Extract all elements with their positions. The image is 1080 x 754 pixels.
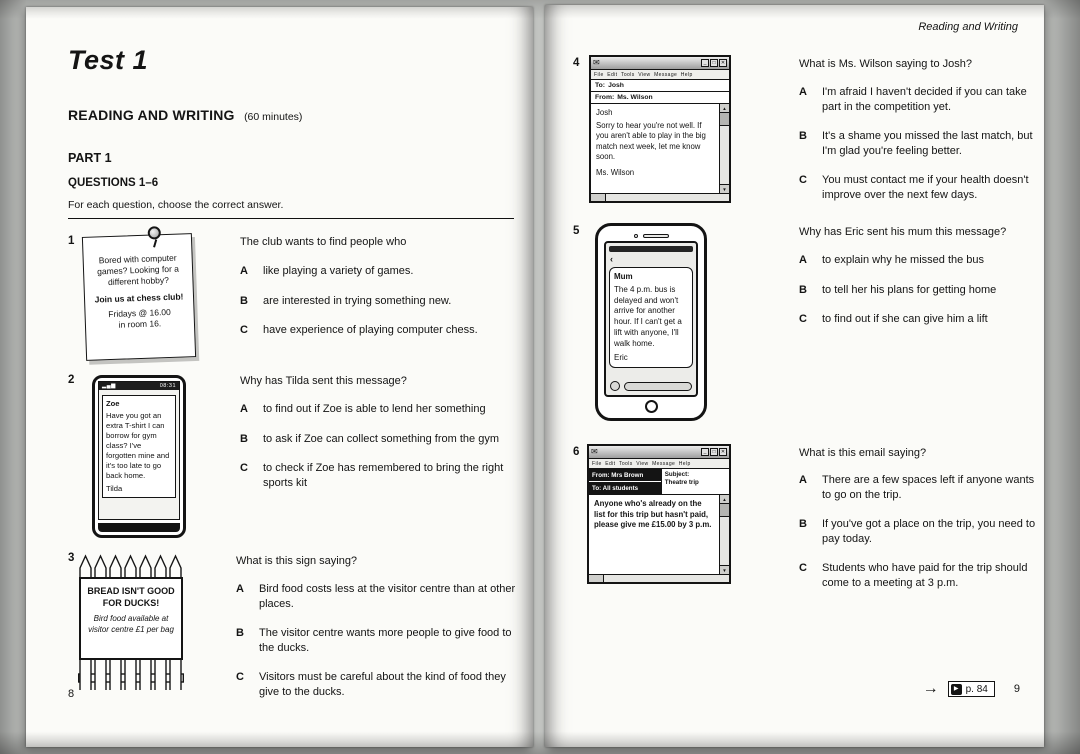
- option-c: [236, 670, 528, 699]
- email-header-fields: [589, 469, 729, 495]
- option-letter: C: [799, 562, 807, 575]
- option-text: You must contact me if your health doesn't improve over the next few days.: [822, 174, 1029, 201]
- scroll-down-icon: ▼: [720, 565, 729, 574]
- window-controls: [701, 59, 727, 67]
- vertical-scrollbar: [719, 104, 729, 193]
- divider-rule: [68, 218, 514, 219]
- question-4-number: 4: [573, 57, 580, 69]
- section-heading: [68, 107, 302, 125]
- option-text: If you've got a place on the trip, you need to pay today.: [822, 518, 1036, 545]
- option-a: [799, 253, 1037, 268]
- option-letter: C: [240, 324, 248, 337]
- option-text: to find out if she can give him a lift: [822, 313, 988, 326]
- close-button: ✕: [720, 60, 726, 66]
- envelope-icon: ✉: [591, 447, 598, 456]
- note-where-text: in room 16.: [118, 318, 162, 331]
- option-letter: C: [799, 313, 807, 326]
- scroll-thumb: [589, 575, 604, 582]
- question-2-options: [240, 402, 526, 490]
- option-b: [236, 626, 528, 655]
- option-text: Students who have paid for the trip should come to a meeting at 3 p.m.: [822, 562, 1028, 589]
- question-4-prompt: What is Ms. Wilson saying to Josh?: [799, 58, 973, 70]
- email-greeting: Josh: [596, 108, 613, 117]
- option-text: to tell her his plans for getting home: [822, 283, 997, 296]
- option-text: like playing a variety of games.: [263, 265, 414, 277]
- page-ref-box: [948, 681, 995, 697]
- email-menu-bar: File Edit Tools View Message Help: [589, 459, 729, 469]
- option-letter: A: [799, 86, 807, 98]
- phone-status-bar: [609, 246, 693, 252]
- phone-earpiece: [604, 230, 698, 241]
- email-body: [591, 104, 719, 193]
- option-letter: A: [236, 583, 244, 595]
- option-text: There are a few spaces left if anyone wants to go on the trip.: [822, 474, 1035, 501]
- option-c: [799, 312, 1037, 327]
- option-text: to ask if Zoe can collect something from the gym: [263, 432, 499, 445]
- from-field: [591, 91, 729, 103]
- email-menu-bar: File Edit Tools View Message Help: [591, 70, 729, 80]
- question-6-prompt: What is this email saying?: [799, 447, 927, 459]
- section-duration: (60 minutes): [244, 111, 303, 123]
- option-a: [240, 402, 526, 417]
- ref-glyph-icon: ▶: [953, 686, 959, 692]
- message-card: [609, 267, 693, 368]
- option-text: are interested in trying something new.: [263, 294, 452, 307]
- option-b: [799, 283, 1037, 298]
- phone-controls: [609, 379, 693, 392]
- option-letter: C: [799, 174, 807, 187]
- option-c: [240, 461, 526, 490]
- email-window-wilson: [589, 55, 731, 203]
- chess-club-note-illustration: [82, 233, 196, 361]
- page-ref-icon: [951, 684, 962, 695]
- vertical-scrollbar: [719, 495, 729, 574]
- option-text: It's a shame you missed the last match, but I'm glad you're feeling better.: [822, 130, 1033, 157]
- option-letter: B: [240, 294, 248, 307]
- section-heading-text: READING AND WRITING: [68, 107, 235, 123]
- subject-label: Subject:: [664, 470, 690, 478]
- option-text: Visitors must be careful about the kind of food they give to the ducks.: [259, 671, 506, 698]
- camera-icon: [634, 234, 638, 238]
- email-text: Sorry to hear you're not well. If you aren't able to play in the big match next week, let me know soon.: [596, 120, 706, 162]
- option-c: [240, 323, 530, 338]
- option-text: have experience of playing computer chess.: [263, 324, 478, 337]
- email-title-bar: [591, 57, 729, 70]
- maximize-button: □: [710, 59, 718, 67]
- message-body: The 4 p.m. bus is delayed and won't arrive for another hour. If I can't get a lift with anyone, I'll walk home.: [614, 284, 682, 348]
- question-3-options: [236, 582, 528, 699]
- minimize-button: _: [701, 448, 709, 456]
- option-c: [799, 173, 1037, 202]
- option-text: The visitor centre wants more people to give food to the ducks.: [259, 627, 512, 654]
- to-label: To:: [592, 484, 602, 492]
- window-controls: [701, 448, 727, 456]
- message-sender: Mum: [614, 272, 633, 281]
- page-number-left: 8: [68, 688, 75, 700]
- signal-icon: ▂▄▆: [102, 383, 116, 389]
- question-1-number: 1: [68, 235, 75, 247]
- message-card: [102, 395, 176, 498]
- envelope-icon: ✉: [593, 58, 600, 67]
- email-header-fields: [591, 80, 729, 104]
- to-field: [591, 80, 729, 91]
- scroll-up-icon: ▲: [720, 104, 729, 113]
- scroll-up-icon: ▲: [720, 495, 729, 504]
- footer-reference: [923, 681, 1020, 697]
- instruction-text: For each question, choose the correct answer.: [68, 199, 284, 211]
- scroll-thumb: [591, 194, 606, 201]
- note-intro-text: Bored with computer games? Looking for a different hobby?: [97, 252, 180, 287]
- from-label: From:: [595, 94, 615, 101]
- phone-bottom-bezel: [604, 397, 698, 416]
- close-button: ✕: [720, 449, 726, 455]
- message-signature: Tilda: [106, 484, 123, 494]
- message-body: Have you got an extra T-shirt I can borrow for gym class? I've forgotten mine and it's too late to go back home.: [106, 411, 170, 481]
- speaker-icon: [643, 234, 669, 238]
- email-main: [591, 104, 729, 193]
- option-letter: B: [799, 283, 807, 296]
- scroll-thumb: [720, 504, 729, 517]
- sign-headline: BREAD ISN'T GOOD FOR DUCKS!: [87, 586, 175, 609]
- to-value: Josh: [608, 82, 624, 89]
- back-icon: ‹: [610, 254, 613, 264]
- pushpin-icon: [147, 226, 160, 239]
- question-2-prompt: Why has Tilda sent this message?: [240, 375, 407, 387]
- question-1-options: [240, 264, 530, 338]
- left-page: [26, 7, 533, 747]
- page-ref-text: p. 84: [965, 683, 988, 695]
- option-letter: A: [799, 474, 807, 486]
- note-join-text: Join us at chess club!: [94, 291, 184, 305]
- option-b: [240, 294, 530, 309]
- note-when-text: Fridays @ 16.00: [108, 306, 171, 319]
- phone-screen: [98, 381, 180, 520]
- option-text: to find out if Zoe is able to lend her something: [263, 403, 486, 415]
- maximize-button: □: [710, 448, 718, 456]
- test-title: Test 1: [68, 45, 149, 75]
- email-text: Anyone who's already on the list for this trip but hasn't paid, please give me £15.00 by 3 p.m.: [594, 499, 712, 530]
- right-page: [545, 5, 1044, 747]
- phone-illustration-eric: [595, 223, 707, 421]
- option-text: to explain why he missed the bus: [822, 254, 985, 266]
- option-letter: B: [799, 130, 807, 143]
- option-letter: A: [240, 265, 248, 277]
- ducks-sign: [79, 577, 183, 660]
- question-5-number: 5: [573, 225, 580, 237]
- option-letter: B: [240, 432, 248, 445]
- question-6-options: [799, 473, 1037, 590]
- option-letter: C: [240, 462, 248, 475]
- option-b: [240, 432, 526, 447]
- from-field: [589, 469, 661, 481]
- option-text: I'm afraid I haven't decided if you can take part in the competition yet.: [822, 86, 1027, 113]
- sign-subtext: Bird food available at visitor centre £1 per bag: [88, 614, 174, 634]
- option-letter: C: [236, 671, 244, 684]
- scroll-down-icon: ▼: [720, 184, 729, 193]
- option-letter: B: [799, 518, 807, 531]
- option-a: [236, 582, 528, 611]
- option-text: Bird food costs less at the visitor centre than at other places.: [259, 583, 516, 610]
- option-a: [799, 473, 1037, 502]
- option-text: to check if Zoe has remembered to bring the right sports kit: [263, 462, 504, 489]
- question-5-prompt: Why has Eric sent his mum this message?: [799, 226, 1007, 238]
- email-signature: Ms. Wilson: [596, 167, 635, 177]
- option-a: [799, 85, 1037, 114]
- email-title-bar: [589, 446, 729, 459]
- fence-sign-illustration: [78, 550, 184, 692]
- email-body: [589, 495, 719, 574]
- message-signature: Eric: [614, 352, 628, 362]
- subject-value: Theatre trip: [664, 478, 699, 486]
- page-number-right: 9: [1013, 683, 1020, 695]
- option-c: [799, 561, 1037, 590]
- horizontal-scrollbar: [589, 574, 729, 582]
- phone-screen: [604, 241, 698, 397]
- option-b: [799, 517, 1037, 546]
- email-window-brown: [587, 444, 731, 584]
- option-b: [799, 129, 1037, 158]
- input-bar: [624, 382, 692, 391]
- question-6-number: 6: [573, 446, 580, 458]
- to-label: To:: [595, 82, 606, 89]
- question-1-prompt: The club wants to find people who: [240, 236, 407, 248]
- to-field: [589, 481, 661, 494]
- part-label: PART 1: [68, 151, 112, 165]
- option-a: [240, 264, 530, 279]
- question-3-number: 3: [68, 552, 75, 564]
- question-4-options: [799, 85, 1037, 202]
- subject-field: [661, 469, 729, 494]
- phone-illustration-tilda: [92, 375, 186, 538]
- question-2-number: 2: [68, 374, 75, 386]
- status-time: 08:31: [159, 383, 176, 389]
- message-sender: Zoe: [106, 399, 120, 408]
- option-letter: B: [236, 627, 244, 640]
- call-button-icon: [610, 381, 620, 391]
- horizontal-scrollbar: [591, 193, 729, 201]
- running-header: Reading and Writing: [918, 21, 1018, 33]
- option-letter: A: [799, 254, 807, 266]
- phone-status-bar: [99, 382, 179, 390]
- home-button-icon: [645, 400, 658, 413]
- questions-range-label: QUESTIONS 1–6: [68, 177, 159, 189]
- from-value: Ms. Wilson: [617, 94, 653, 101]
- to-value: All students: [602, 484, 639, 492]
- from-value: Mrs Brown: [611, 471, 644, 479]
- email-main: [589, 495, 729, 574]
- scroll-thumb: [720, 113, 729, 126]
- from-label: From:: [592, 471, 610, 479]
- minimize-button: _: [701, 59, 709, 67]
- question-5-options: [799, 253, 1037, 327]
- option-letter: A: [240, 403, 248, 415]
- arrow-right-icon: →: [922, 680, 939, 697]
- question-3-prompt: What is this sign saying?: [236, 555, 358, 567]
- phone-bottom-bezel: [98, 523, 180, 532]
